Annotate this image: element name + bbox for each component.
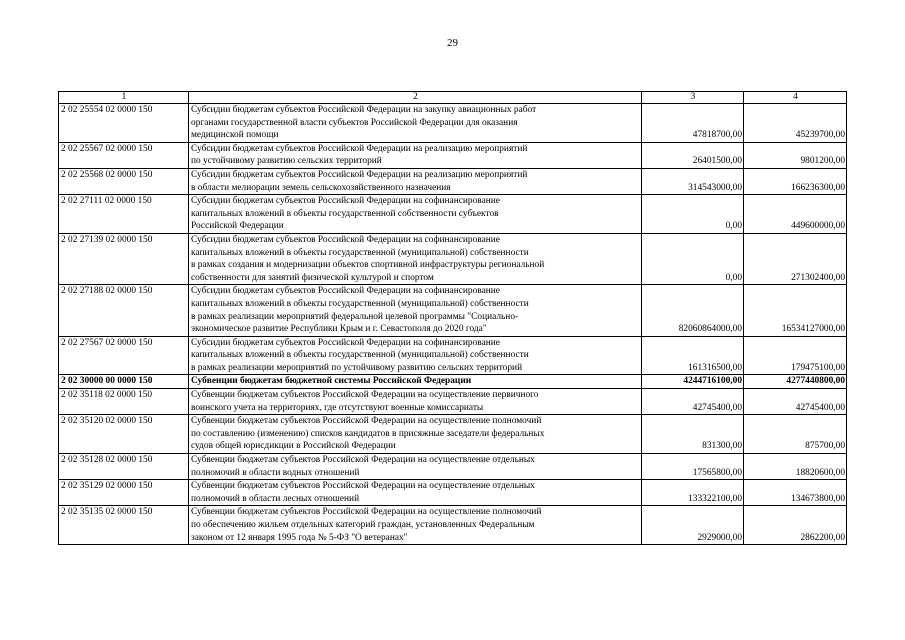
amount-column-4: 45239700,00	[744, 104, 847, 143]
description-line: капитальных вложений в объекты государственной (муниципальной) собственности	[191, 298, 529, 309]
amount-column-3: 17565800,00	[642, 454, 744, 480]
description-line: капитальных вложений в объекты государственной (муниципальной) собственности	[191, 350, 529, 361]
description-line: Субвенции бюджетам субъектов Российской Федерации на осуществление первичного	[191, 390, 539, 401]
table-row	[59, 233, 847, 284]
column-header-1: 1	[59, 92, 189, 104]
description-line: Субсидии бюджетам субъектов Российской Федерации на реализацию мероприятий	[191, 143, 528, 154]
description-line: в рамках реализации мероприятий по устойчивому развитию сельских территорий	[191, 362, 523, 373]
amount-column-4: 179475100,00	[744, 336, 847, 375]
description-line: Субсидии бюджетам субъектов Российской Федерации на закупку авиационных работ	[191, 105, 537, 115]
amount-column-3: 26401500,00	[642, 142, 744, 168]
budget-classification-code: 2 02 25554 02 0000 150	[59, 104, 189, 143]
column-header-2: 2	[189, 92, 642, 104]
amount-column-3: 161316500,00	[642, 336, 744, 375]
description-line: воинского учета на территориях, где отсутствуют военные комиссариаты	[191, 402, 484, 413]
description-line: по обеспечению жильем отдельных категорий граждан, установленных Федеральным	[191, 520, 535, 530]
description-line: Субсидии бюджетам субъектов Российской Федерации на софинансирование	[191, 337, 500, 348]
budget-classification-code: 2 02 27567 02 0000 150	[59, 336, 189, 375]
amount-column-3: 4244716100,00	[642, 375, 744, 389]
revenue-description	[189, 336, 642, 375]
description-line: Субвенции бюджетам субъектов Российской Федерации на осуществление полномочий	[191, 416, 542, 427]
budget-classification-code: 2 02 35118 02 0000 150	[59, 389, 189, 415]
amount-column-3: 0,00	[642, 233, 744, 284]
table-row	[59, 454, 847, 480]
amount-column-3: 47818700,00	[642, 104, 744, 143]
description-line: капитальных вложений в объекты государственной собственности субъектов	[191, 208, 499, 219]
revenue-description	[189, 285, 642, 336]
revenue-description	[189, 195, 642, 234]
table-row	[59, 168, 847, 194]
description-line: медицинской помощи	[191, 130, 279, 141]
description-line: Субвенции бюджетам субъектов Российской Федерации на осуществление отдельных	[191, 481, 535, 492]
amount-column-3: 2929000,00	[642, 506, 744, 545]
budget-classification-code: 2 02 27111 02 0000 150	[59, 195, 189, 234]
description-line: органами государственной власти субъектов Российской Федерации для оказания	[191, 117, 518, 128]
budget-classification-code: 2 02 35129 02 0000 150	[59, 480, 189, 506]
amount-column-4: 134673800,00	[744, 480, 847, 506]
revenue-description	[189, 104, 642, 143]
amount-column-4: 271302400,00	[744, 233, 847, 284]
description-line: Субвенции бюджетам бюджетной системы Российской Федерации	[191, 376, 472, 387]
column-header-3: 3	[642, 92, 744, 104]
revenue-description	[189, 375, 642, 389]
budget-classification-code: 2 02 27139 02 0000 150	[59, 233, 189, 284]
table-row	[59, 336, 847, 375]
amount-column-3: 314543000,00	[642, 168, 744, 194]
description-line: полномочий в области лесных отношений	[191, 493, 360, 504]
description-line: по устойчивому развитию сельских территорий	[191, 156, 382, 167]
revenue-description	[189, 454, 642, 480]
description-line: в рамках создания и модернизации объектов спортивной инфраструктуры региональной	[191, 260, 545, 271]
revenue-description	[189, 506, 642, 545]
description-line: капитальных вложений в объекты государственной (муниципальной) собственности	[191, 247, 529, 258]
table-row	[59, 285, 847, 336]
table-row	[59, 375, 847, 389]
amount-column-4: 875700,00	[744, 415, 847, 454]
amount-column-3: 82060864000,00	[642, 285, 744, 336]
amount-column-4: 9801200,00	[744, 142, 847, 168]
description-line: Субсидии бюджетам субъектов Российской Федерации на софинансирование	[191, 286, 500, 297]
budget-classification-code: 2 02 25567 02 0000 150	[59, 142, 189, 168]
budget-classification-code: 2 02 35128 02 0000 150	[59, 454, 189, 480]
column-number-row	[59, 92, 847, 104]
amount-column-3: 133322100,00	[642, 480, 744, 506]
amount-column-4: 42745400,00	[744, 389, 847, 415]
table-row	[59, 195, 847, 234]
revenue-description	[189, 142, 642, 168]
revenue-description	[189, 168, 642, 194]
description-line: по составлению (изменению) списков кандидатов в присяжные заседатели федеральных	[191, 428, 545, 439]
revenue-description	[189, 480, 642, 506]
table-row	[59, 506, 847, 545]
table-row	[59, 415, 847, 454]
budget-classification-code: 2 02 35120 02 0000 150	[59, 415, 189, 454]
amount-column-4: 18820600,00	[744, 454, 847, 480]
amount-column-4: 4277440800,00	[744, 375, 847, 389]
amount-column-3: 831300,00	[642, 415, 744, 454]
description-line: Субвенции бюджетам субъектов Российской Федерации на осуществление полномочий	[191, 507, 542, 518]
description-line: в области мелиорации земель сельскохозяйственного назначения	[191, 182, 451, 193]
amount-column-4: 2862200,00	[744, 506, 847, 545]
amount-column-4: 16534127000,00	[744, 285, 847, 336]
description-line: Субсидии бюджетам субъектов Российской Федерации на софинансирование	[191, 196, 500, 207]
description-line: экономическое развитие Республики Крым и г. Севастополя до 2020 года"	[191, 324, 487, 335]
budget-classification-code: 2 02 27188 02 0000 150	[59, 285, 189, 336]
budget-classification-code: 2 02 35135 02 0000 150	[59, 506, 189, 545]
page-number: 29	[447, 37, 458, 49]
description-line: законом от 12 января 1995 года № 5-ФЗ "О ветеранах"	[191, 532, 408, 543]
description-line: Субвенции бюджетам субъектов Российской Федерации на осуществление отдельных	[191, 455, 535, 466]
budget-classification-code: 2 02 30000 00 0000 150	[59, 375, 189, 389]
budget-classification-code: 2 02 25568 02 0000 150	[59, 168, 189, 194]
budget-revenue-table	[58, 91, 847, 545]
amount-column-4: 166236300,00	[744, 168, 847, 194]
amount-column-4: 449600000,00	[744, 195, 847, 234]
table-row	[59, 389, 847, 415]
table-body	[59, 104, 847, 545]
description-line: Субсидии бюджетам субъектов Российской Федерации на софинансирование	[191, 234, 500, 245]
description-line: Российской Федерации	[191, 221, 284, 232]
description-line: Субсидии бюджетам субъектов Российской Федерации на реализацию мероприятий	[191, 169, 528, 180]
amount-column-3: 0,00	[642, 195, 744, 234]
description-line: судов общей юрисдикции в Российской Федерации	[191, 441, 396, 452]
table-row	[59, 104, 847, 143]
table-row	[59, 142, 847, 168]
amount-column-3: 42745400,00	[642, 389, 744, 415]
description-line: собственности для занятий физической культурой и спортом	[191, 272, 434, 283]
table-row	[59, 480, 847, 506]
description-line: в рамках реализации мероприятий федеральной целевой программы "Социально-	[191, 311, 519, 322]
revenue-description	[189, 389, 642, 415]
revenue-description	[189, 233, 642, 284]
revenue-description	[189, 415, 642, 454]
column-header-4: 4	[744, 92, 847, 104]
description-line: полномочий в области водных отношений	[191, 467, 360, 478]
